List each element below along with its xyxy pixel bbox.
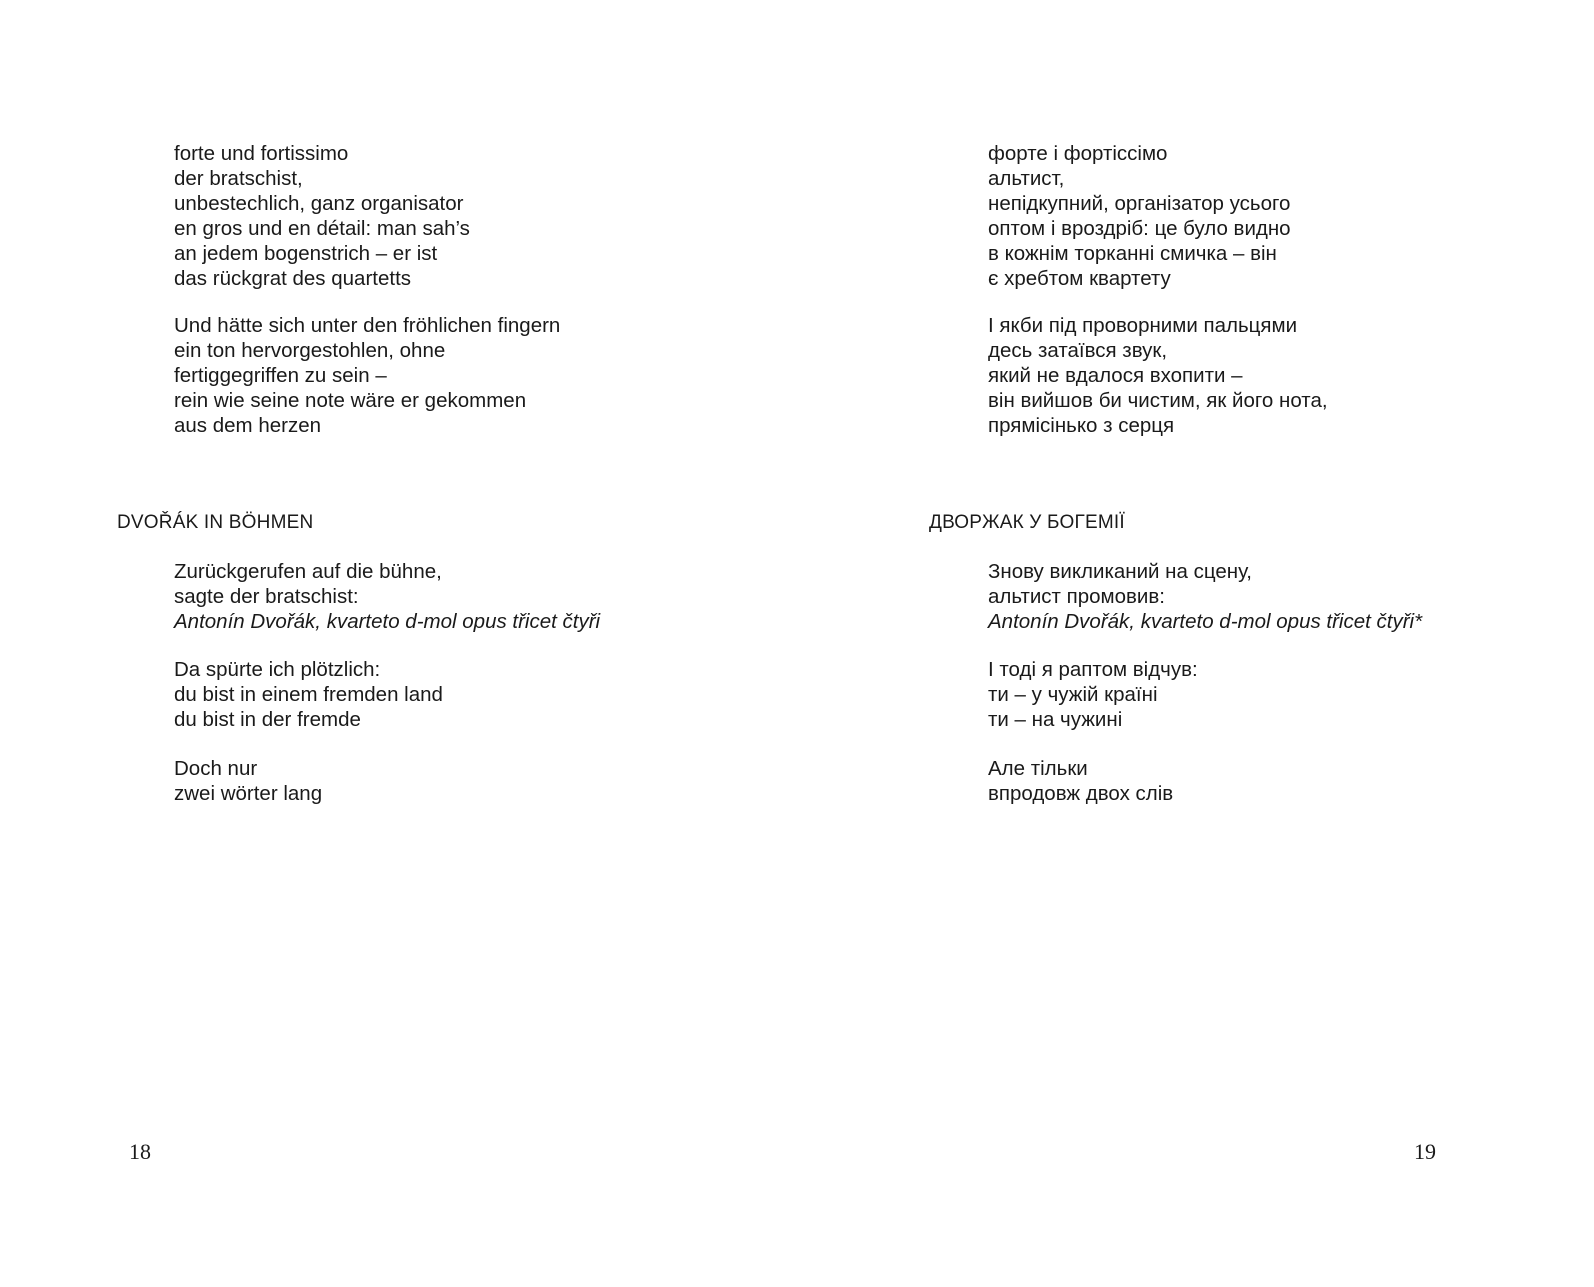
poem-line: впродовж двох слів: [988, 782, 1174, 805]
poem-line: І якби під проворними пальцями: [988, 314, 1298, 337]
right-poem1-stanza2: [988, 313, 1328, 438]
poem-line: альтист промовив:: [988, 585, 1165, 608]
poem-line: в кожнім торканні смичка – він: [988, 242, 1277, 265]
poem-line: der bratschist,: [174, 167, 303, 190]
poem-line: є хребтом квартету: [988, 267, 1171, 290]
poem-line: який не вдалося вхопити –: [988, 364, 1243, 387]
right-poem1-stanza1: [988, 141, 1291, 291]
poem-line: sagte der bratschist:: [174, 585, 359, 608]
poem-line: Und hätte sich unter den fröhlichen fingern: [174, 314, 561, 337]
right-page: [797, 0, 1594, 1287]
poem-line: rein wie seine note wäre er gekommen: [174, 389, 527, 412]
poem-line: ти – у чужій країні: [988, 683, 1158, 706]
poem-line: du bist in der fremde: [174, 708, 361, 731]
right-poem2-stanza3: [988, 756, 1173, 806]
poem-line: forte und fortissimo: [174, 142, 349, 165]
left-poem1-stanza1: [174, 141, 470, 291]
poem-line: Знову викликаний на сцену,: [988, 560, 1252, 583]
poem-line: das rückgrat des quartetts: [174, 267, 412, 290]
poem-line: aus dem herzen: [174, 414, 322, 437]
poem-line: форте і фортіссімо: [988, 142, 1168, 165]
left-poem2-stanza3: [174, 756, 322, 806]
page-number-right: 19: [1414, 1139, 1436, 1164]
poem-line: непідкупний, організатор усього: [988, 192, 1291, 215]
poem-line: ти – на чужині: [988, 708, 1123, 731]
poem-line: unbestechlich, ganz organisator: [174, 192, 464, 215]
left-poem1-stanza2: [174, 313, 560, 438]
poem-line: du bist in einem fremden land: [174, 683, 443, 706]
poem-line-italic: Antonín Dvořák, kvarteto d-mol opus třicet čtyři: [174, 610, 601, 633]
page-number-left: 18: [129, 1139, 151, 1164]
poem-line: zwei wörter lang: [174, 782, 323, 805]
poem-line: Але тільки: [988, 757, 1088, 780]
poem-line: fertiggegriffen zu sein –: [174, 364, 387, 387]
left-poem2-title: DVOŘÁK IN BÖHMEN: [117, 512, 314, 533]
poem-line: an jedem bogenstrich – er ist: [174, 242, 438, 265]
poem-line: Doch nur: [174, 757, 258, 780]
poem-line: прямісінько з серця: [988, 414, 1175, 437]
poem-line: оптом і вроздріб: це було видно: [988, 217, 1291, 240]
left-poem2-stanza2: [174, 657, 443, 732]
right-poem2-stanza1: [988, 559, 1422, 634]
right-poem2-stanza2: [988, 657, 1198, 732]
left-poem2-stanza1: [174, 559, 600, 634]
poem-line: альтист,: [988, 167, 1065, 190]
poem-line: десь затаївся звук,: [988, 339, 1168, 362]
poem-line: Da spürte ich plötzlich:: [174, 658, 381, 681]
poem-line: ein ton hervorgestohlen, ohne: [174, 339, 446, 362]
poem-line: en gros und en détail: man sah’s: [174, 217, 470, 240]
poem-line: він вийшов би чистим, як його нота,: [988, 389, 1328, 412]
poem-line: І тоді я раптом відчув:: [988, 658, 1198, 681]
poem-line: Zurückgerufen auf die bühne,: [174, 560, 442, 583]
right-poem2-title: ДВОРЖАК У БОГЕМІЇ: [929, 512, 1125, 533]
poem-line-italic: Antonín Dvořák, kvarteto d-mol opus třicet čtyři*: [988, 610, 1423, 633]
